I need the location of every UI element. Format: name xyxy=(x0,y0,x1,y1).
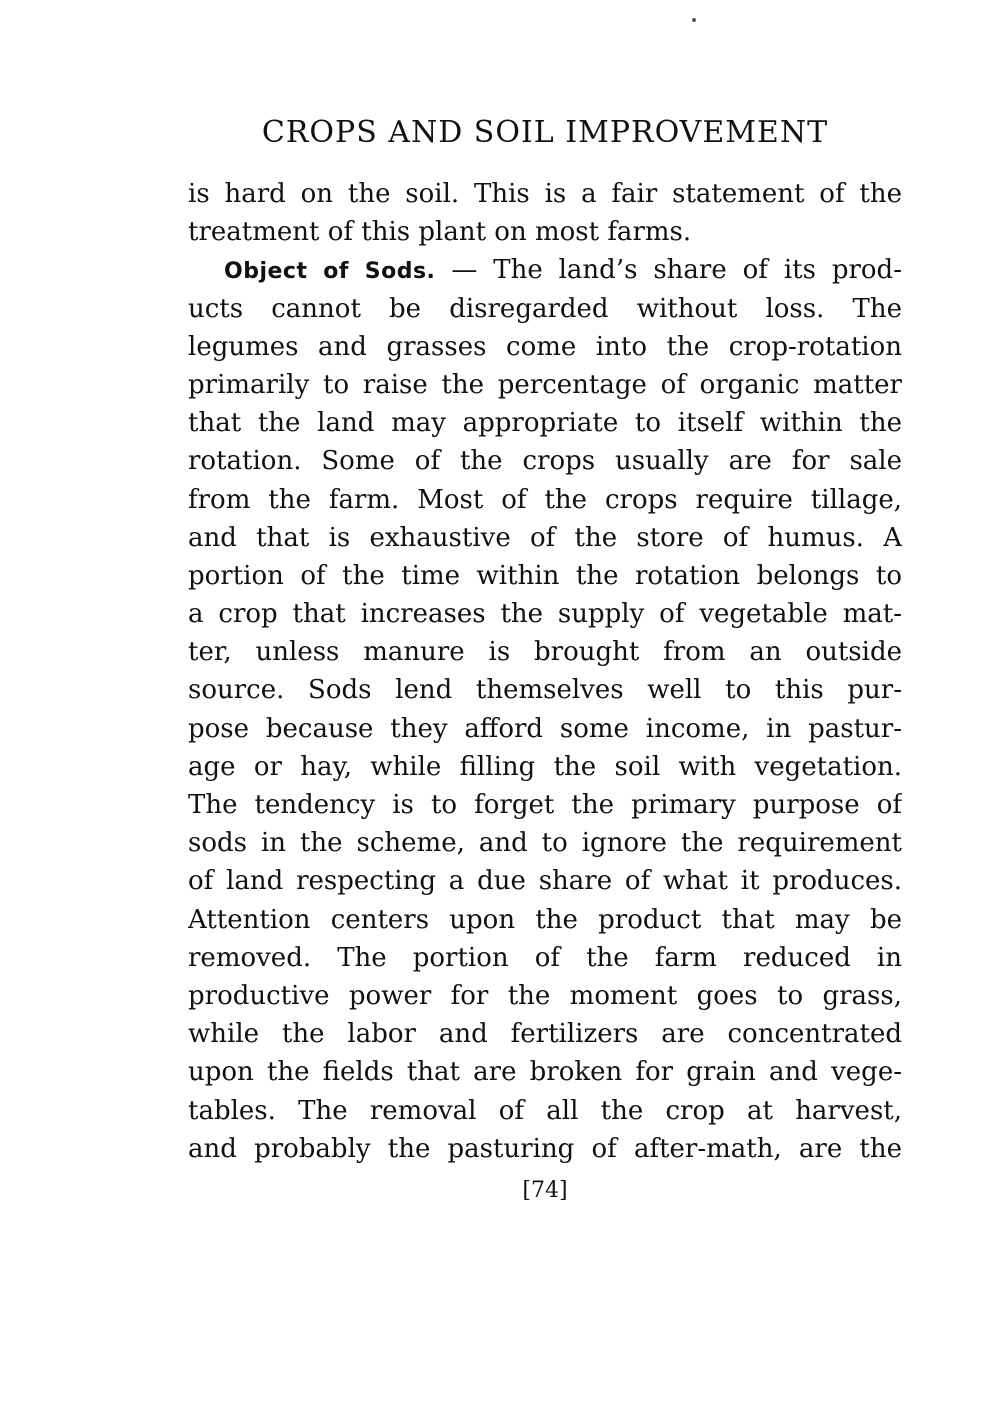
text-line: treatment of this plant on most farms. xyxy=(188,217,692,248)
body-text xyxy=(188,175,902,1168)
running-head: CROPS AND SOIL IMPROVEMENT xyxy=(261,115,829,150)
text-line: and probably the pasturing of after-math, are the xyxy=(188,1133,902,1164)
text-line: sods in the scheme, and to ignore the requirement xyxy=(188,828,902,859)
text-line: removed. The portion of the farm reduced in xyxy=(188,942,902,973)
text-line: productive power for the moment goes to grass, xyxy=(188,980,902,1011)
text-line: from the farm. Most of the crops require tillage, xyxy=(188,484,902,515)
text-line: ucts cannot be disregarded without loss. The xyxy=(188,293,902,324)
text-line: ter, unless manure is brought from an outside xyxy=(188,637,902,668)
text-line-rest: — The land’s share of its prod- xyxy=(435,255,902,286)
text-line: is hard on the soil. This is a fair statement of the xyxy=(188,179,902,209)
text-line: legumes and grasses come into the crop-rotation xyxy=(188,331,902,362)
text-line: pose because they afford some income, in pastur- xyxy=(188,713,902,744)
text-line: tables. The removal of all the crop at harvest, xyxy=(188,1095,902,1126)
page-number: [74] xyxy=(522,1178,568,1203)
side-head: Object of Sods. xyxy=(224,259,436,285)
text-line: source. Sods lend themselves well to this pur- xyxy=(188,675,902,706)
print-speck xyxy=(692,18,696,22)
text-line: rotation. Some of the crops usually are for sale xyxy=(188,446,902,477)
text-line: age or hay, while filling the soil with vegetation. xyxy=(188,751,902,782)
text-line: upon the fields that are broken for grain and vege- xyxy=(188,1057,902,1088)
text-line: Attention centers upon the product that may be xyxy=(188,904,902,935)
text-line: The tendency is to forget the primary purpose of xyxy=(188,790,902,820)
text-line: while the labor and fertilizers are concentrated xyxy=(188,1019,902,1050)
text-line: portion of the time within the rotation belongs to xyxy=(188,560,902,591)
text-line-with-side-head xyxy=(188,251,902,289)
text-line: a crop that increases the supply of vegetable mat- xyxy=(188,599,902,630)
text-line: that the land may appropriate to itself within the xyxy=(188,408,902,439)
text-line: primarily to raise the percentage of organic matter xyxy=(188,369,902,400)
text-line: of land respecting a due share of what it produces. xyxy=(188,866,902,897)
text-line: and that is exhaustive of the store of humus. A xyxy=(188,522,902,553)
